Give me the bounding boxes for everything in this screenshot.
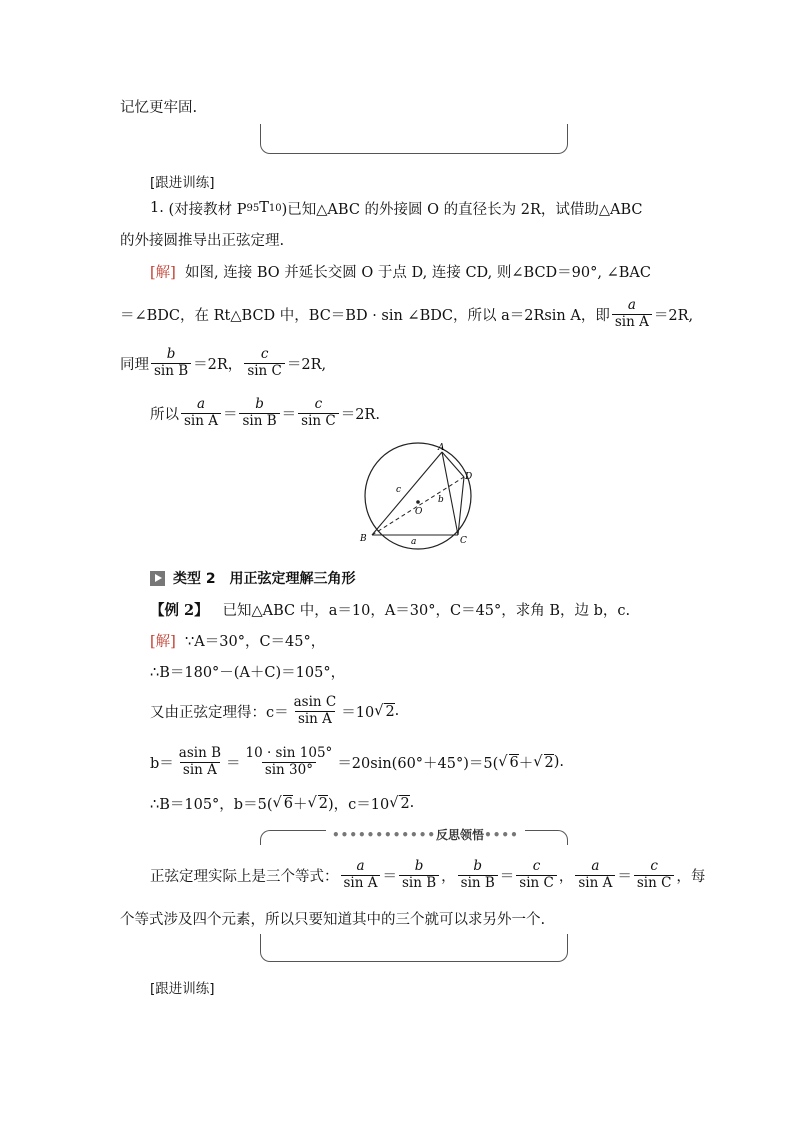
fraction-a-sinA: $\frac{a}{\text{sin A}}$	[181, 397, 221, 429]
fraction-c-sinC: $\frac{c}{\text{sin C}}$	[244, 347, 285, 379]
equals-sign: ＝	[617, 868, 632, 885]
fraction-asinB-sinA: $\frac{\text{asin B}}{\text{sin A}}$	[178, 744, 221, 778]
equals-2R: ＝2R,	[653, 307, 694, 324]
problem1-line1	[150, 193, 643, 223]
solution2-line3: 又由正弦定理得：c＝ $\frac{\text{asin C}}{\text{sin A}}$ ＝10 √ 2 .	[150, 693, 400, 727]
circle-figure	[350, 440, 490, 552]
problem1-text-b: T	[259, 200, 269, 216]
sqrt-6: 6	[509, 754, 519, 771]
solution1-line1	[150, 256, 651, 286]
side-c	[372, 452, 442, 535]
equals-sign: ＝	[499, 868, 515, 885]
side-b	[442, 452, 458, 535]
fraction-c-sinC: $\frac{c}{\text{sin C}}$	[634, 859, 675, 891]
frame-bottom	[260, 124, 568, 154]
reflection-end: ，每	[676, 868, 706, 885]
plus-sign: ＋	[292, 796, 308, 813]
equals-2R: ＝2R.	[340, 406, 380, 423]
continued-text: 记忆更牢固.	[120, 100, 198, 116]
label-side-a: a	[411, 537, 417, 547]
label-side-b: b	[438, 495, 444, 505]
solution1-line4: 所以 $\frac{a}{\text{sin A}}$ ＝ $\frac{b}{\text{sin B}}$ ＝ $\frac{c}{\text{sin C}}$ ＝2R.	[150, 395, 380, 429]
section-title: 用正弦定理解三角形	[229, 571, 356, 587]
solution2-line2: ∴B＝180°－(A＋C)＝105°，	[150, 664, 346, 681]
equals-2R: ＝2R，	[193, 356, 243, 373]
plus-sign: ＋	[518, 755, 534, 772]
label-B: B	[360, 534, 367, 544]
fraction-10sin105-sin30: $\frac{10 \cdot \sin 105^\circ}{\sin 30^\circ}$	[245, 744, 333, 778]
section-type: 类型 2	[173, 571, 216, 587]
fraction-b-sinB: $\frac{b}{\text{sin B}}$	[399, 859, 439, 891]
separator: ，	[558, 868, 574, 885]
problem1-text-c: )已知△ABC 的外接圆 O 的直径长为 2R，试借助△ABC	[281, 201, 643, 218]
fraction-b-sinB: $\frac{b}{\text{sin B}}$	[458, 859, 498, 891]
fraction-b-sinB: $\frac{b}{\text{sin B}}$	[239, 397, 279, 429]
sqrt-6: 6	[283, 795, 293, 812]
closing: ).	[553, 754, 565, 770]
label-O: O	[415, 507, 423, 517]
diameter-bd	[372, 477, 464, 535]
play-icon	[150, 571, 165, 586]
equals-10: ＝10	[341, 704, 375, 721]
reflection-title: 反思领悟	[436, 828, 485, 842]
therefore-text: 所以	[150, 406, 179, 423]
problem1-sub2: 10	[268, 202, 282, 214]
reflection-text: 正弦定理实际上是三个等式：	[150, 868, 339, 885]
solution2-line4: b＝ $\frac{\text{asin B}}{\text{sin A}}$ ＝ $\frac{10 \cdot \sin 105^\circ}{\sin 30^\circ}$ ＝20sin(60°＋45°)＝5( √ 6 ＋ √ 2 ).	[150, 744, 565, 778]
example2-line	[150, 594, 630, 624]
sqrt-2: 2	[400, 795, 410, 812]
section-heading	[150, 563, 355, 593]
similarly-text: 同理	[120, 356, 149, 373]
sqrt-2: 2	[385, 703, 395, 720]
equals-sign: ＝	[382, 868, 397, 885]
equals-2R: ＝2R,	[286, 356, 327, 373]
solution2-text1: ∵A＝30°，C＝45°，	[185, 633, 326, 650]
example-text: 已知△ABC 中，a＝10，A＝30°，C＝45°，求角 B，边 b，c.	[222, 602, 631, 619]
follow-up-heading: [跟进训练]	[150, 175, 215, 191]
circumcircle	[365, 443, 471, 549]
center-point	[416, 500, 420, 504]
reflection-line2: 个等式涉及四个元素，所以只要知道其中的三个就可以求另外一个.	[120, 911, 546, 928]
problem1-sub1: 95	[246, 202, 260, 214]
result-text: ＝20sin(60°＋45°)＝5(	[337, 755, 499, 772]
solution-label: [解]	[150, 633, 176, 650]
fraction-a-sinA: $\frac{a}{\text{sin A}}$	[612, 298, 652, 330]
reflection-label: ••••••••••••反思领悟••••	[326, 826, 525, 843]
example-label: 【例 2】	[150, 601, 209, 619]
sqrt-2: 2	[318, 795, 328, 812]
answer-text-c: )，c＝10	[327, 796, 390, 813]
solution2-line5: ∴B＝105°，b＝5( √ 6 ＋ √ 2 )，c＝10 √ 2 .	[150, 788, 414, 818]
reflection-line1	[150, 855, 705, 895]
label-side-c: c	[396, 485, 402, 495]
solution-label: [解]	[150, 264, 176, 281]
fraction-b-sinB: $\frac{b}{\text{sin B}}$	[151, 347, 191, 379]
equals-sign: ＝	[226, 755, 241, 772]
solution2-line1	[150, 625, 325, 655]
solution1-text: 如图, 连接 BO 并延长交圆 O 于点 D, 连接 CD, 则∠BCD＝90°, ∠BAC	[185, 264, 651, 281]
fraction-a-sinA: $\frac{a}{\text{sin A}}$	[575, 859, 615, 891]
law-of-sines-text: 又由正弦定理得：c＝	[150, 704, 289, 721]
problem1-line2: 的外接圆推导出正弦定理.	[120, 232, 285, 249]
fraction-c-sinC: $\frac{c}{\text{sin C}}$	[298, 397, 339, 429]
problem1-text-a: (对接教材 P	[168, 201, 247, 218]
fraction-c-sinC: $\frac{c}{\text{sin C}}$	[516, 859, 557, 891]
sqrt-2: 2	[544, 754, 554, 771]
label-A: A	[438, 443, 445, 453]
follow-up-heading-2: [跟进训练]	[150, 981, 215, 997]
fraction-a-sinA: $\frac{a}{\text{sin A}}$	[341, 859, 381, 891]
reflection-frame-bottom	[260, 934, 568, 962]
label-D: D	[465, 472, 473, 482]
fraction-asinC-sinA: $\frac{\text{asin C}}{\text{sin A}}$	[293, 693, 337, 727]
label-C: C	[460, 536, 467, 546]
solution1-line2	[120, 296, 693, 332]
answer-text: ∴B＝105°，b＝5(	[150, 796, 273, 813]
b-equals: b＝	[150, 755, 174, 772]
solution1-line3	[120, 344, 326, 382]
problem-number: 1.	[150, 200, 164, 216]
separator: ，	[441, 868, 456, 885]
solution1-text2: ＝∠BDC，在 Rt△BCD 中，BC＝BD · sin ∠BDC，所以 a＝2Rsin A，即	[120, 307, 610, 324]
